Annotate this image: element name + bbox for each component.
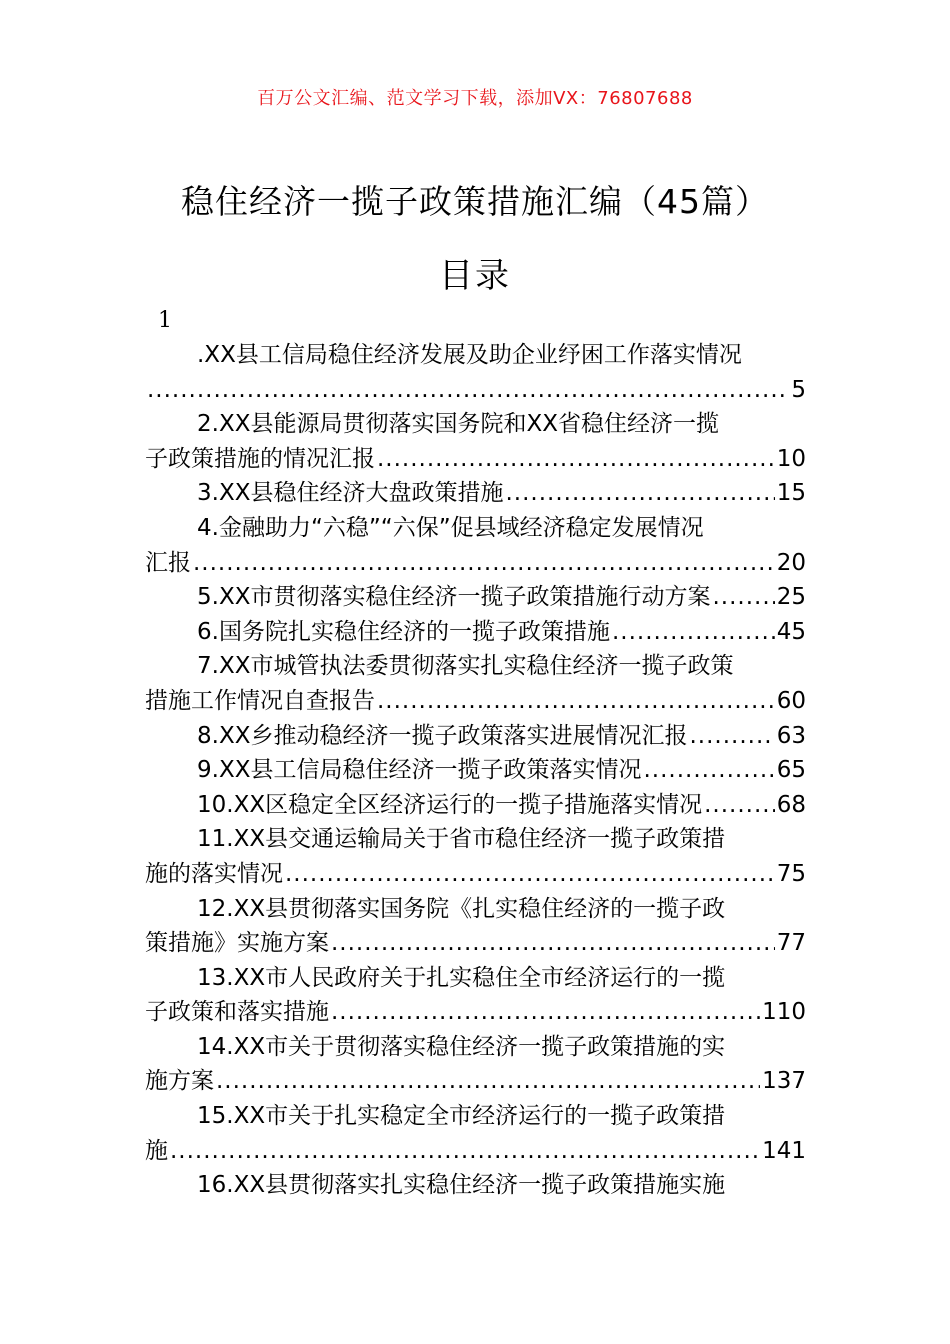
toc-entry[interactable]	[145, 1099, 806, 1168]
toc-entry[interactable]	[145, 892, 806, 961]
toc-entry-page: 10	[776, 445, 806, 472]
toc-leader-dots	[331, 926, 775, 961]
toc-leader-dots	[704, 788, 775, 823]
table-of-contents	[145, 338, 806, 1203]
toc-entry[interactable]	[145, 649, 806, 718]
toc-entry-page: 77	[776, 930, 806, 957]
toc-entry[interactable]	[145, 476, 806, 511]
toc-entry-title: 7.XX市城管执法委贯彻落实扎实稳住经济一揽子政策	[197, 653, 734, 680]
toc-entry-page: 63	[776, 722, 806, 749]
toc-entry-title: 子政策措施的情况汇报	[145, 445, 375, 472]
toc-entry-title: 12.XX县贯彻落实国务院《扎实稳住经济的一揽子政	[197, 895, 726, 922]
toc-leader-dots	[712, 580, 774, 615]
toc-entry-page: 5	[791, 376, 806, 403]
toc-heading: 目录	[439, 256, 511, 296]
toc-entry-page: 45	[776, 618, 806, 645]
toc-entry-title: 2.XX县能源局贯彻落实国务院和XX省稳住经济一揽	[197, 411, 719, 438]
toc-entry-title: 措施工作情况自查报告	[145, 687, 375, 714]
toc-leader-dots	[170, 1134, 760, 1169]
toc-entry-title: 3.XX县稳住经济大盘政策措施	[197, 480, 504, 507]
toc-entry-title: 施方案	[145, 1068, 214, 1095]
toc-entry-page: 137	[762, 1068, 806, 1095]
toc-entry[interactable]	[145, 511, 806, 580]
toc-entry-title: 子政策和落实措施	[145, 999, 329, 1026]
toc-entry[interactable]	[145, 407, 806, 476]
toc-entry-page: 60	[776, 687, 806, 714]
toc-entry[interactable]	[145, 961, 806, 1030]
toc-entry-title: 13.XX市人民政府关于扎实稳住全市经济运行的一揽	[197, 964, 726, 991]
toc-leader-dots	[331, 995, 760, 1030]
toc-entry-title: 9.XX县工信局稳住经济一揽子政策落实情况	[197, 757, 642, 784]
toc-leader-dots	[377, 442, 775, 477]
toc-entry-title: 4.金融助力“六稳”“六保”促县域经济稳定发展情况	[197, 514, 704, 541]
toc-leader-dots	[193, 546, 775, 581]
toc-leader-dots	[643, 753, 774, 788]
toc-leader-dots	[285, 857, 775, 892]
toc-entry-title: 5.XX市贯彻落实稳住经济一揽子政策措施行动方案	[197, 584, 711, 611]
toc-leader-dots	[377, 684, 775, 719]
toc-leader-dots	[216, 1064, 760, 1099]
toc-entry-page: 15	[776, 480, 806, 507]
toc-entry[interactable]	[145, 719, 806, 754]
toc-entry[interactable]	[145, 788, 806, 823]
toc-entry-title: 16.XX县贯彻落实扎实稳住经济一揽子政策措施实施	[197, 1172, 726, 1199]
toc-entry[interactable]	[145, 615, 806, 650]
toc-leader-dots	[505, 476, 774, 511]
toc-entry-page: 68	[776, 791, 806, 818]
toc-entry-title: 施的落实情况	[145, 860, 283, 887]
toc-entry-page: 141	[762, 1137, 806, 1164]
toc-leader-dots	[147, 373, 789, 408]
toc-entry-page: 75	[776, 860, 806, 887]
toc-entry-title: 汇报	[145, 549, 191, 576]
page-number: 1	[158, 308, 172, 333]
watermark-banner: 百万公文汇编、范文学习下载，添加VX：76807688	[257, 88, 693, 109]
toc-entry-title: 8.XX乡推动稳经济一揽子政策落实进展情况汇报	[197, 722, 688, 749]
toc-entry-page: 20	[776, 549, 806, 576]
toc-entry-title: 6.国务院扎实稳住经济的一揽子政策措施	[197, 618, 610, 645]
toc-entry-page: 25	[776, 584, 806, 611]
toc-entry-title: 施	[145, 1137, 168, 1164]
toc-entry-title: 10.XX区稳定全区经济运行的一揽子措施落实情况	[197, 791, 703, 818]
toc-entry-page: 110	[762, 999, 806, 1026]
toc-entry[interactable]	[145, 1168, 806, 1203]
toc-leader-dots	[689, 719, 774, 754]
toc-leader-dots	[612, 615, 775, 650]
toc-entry[interactable]	[145, 1030, 806, 1099]
toc-entry-page: 65	[776, 757, 806, 784]
toc-entry-title: .XX县工信局稳住经济发展及助企业纾困工作落实情况	[197, 342, 742, 368]
toc-entry-title: 15.XX市关于扎实稳定全市经济运行的一揽子政策措	[197, 1103, 726, 1130]
toc-entry[interactable]	[145, 338, 806, 407]
toc-entry-title: 11.XX县交通运输局关于省市稳住经济一揽子政策措	[197, 826, 726, 853]
toc-entry[interactable]	[145, 753, 806, 788]
toc-entry-title: 策措施》实施方案	[145, 930, 329, 957]
document-title: 稳住经济一揽子政策措施汇编（45篇）	[181, 182, 769, 221]
toc-entry[interactable]	[145, 580, 806, 615]
toc-entry[interactable]	[145, 822, 806, 891]
toc-entry-title: 14.XX市关于贯彻落实稳住经济一揽子政策措施的实	[197, 1033, 726, 1060]
